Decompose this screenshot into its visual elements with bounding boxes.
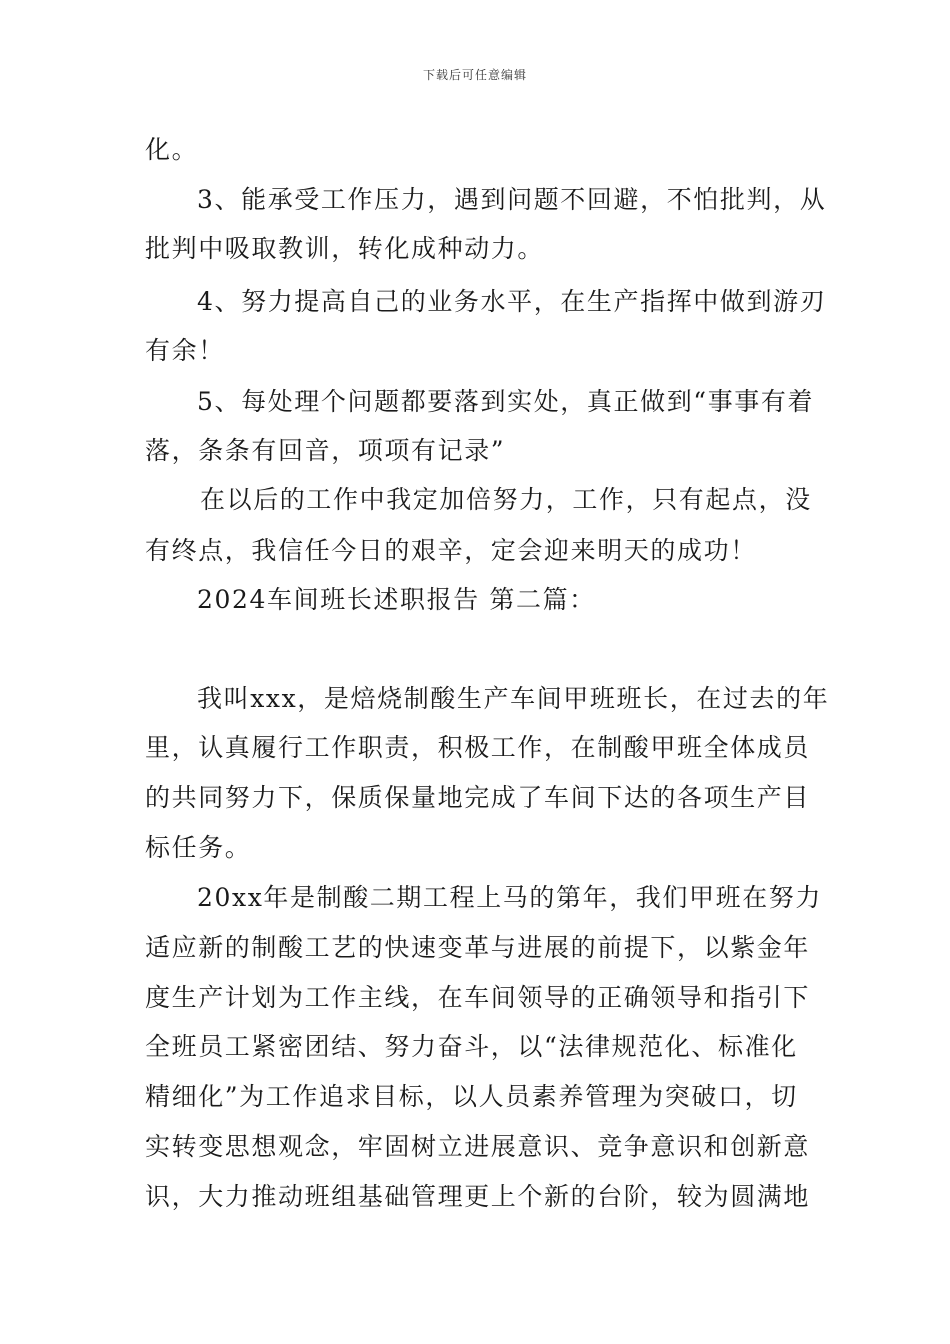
text-line: 有终点，我信任今日的艰辛，定会迎来明天的成功！ [145,536,757,565]
text-line: 的共同努力下，保质保量地完成了车间下达的各项生产目 [145,783,811,812]
text-line: 4、努力提高自己的业务水平，在生产指挥中做到游刃 [197,287,827,316]
text-line: 全班员工紧密团结、努力奋斗，以“法律规范化、标准化 [145,1032,798,1061]
text-line: 我叫xxx，是焙烧制酸生产车间甲班班长，在过去的年 [197,684,830,713]
text-line: 批判中吸取教训，转化成种动力。 [145,234,545,263]
text-line: 落，条条有回音，项项有记录” [145,436,506,465]
text-line: 5、每处理个问题都要落到实处，真正做到“事事有着 [197,387,815,416]
text-line: 精细化”为工作追求目标，以人员素养管理为突破口，切 [145,1082,798,1111]
text-line: 标任务。 [145,833,252,862]
section-heading: 2024车间班长述职报告 第二篇： [197,585,596,614]
text-line: 有余！ [145,336,225,365]
text-line: 3、能承受工作压力，遇到问题不回避，不怕批判，从 [197,185,827,214]
text-line: 识，大力推动班组基础管理更上个新的台阶，较为圆满地 [145,1182,811,1211]
page-header: 下载后可任意编辑 [422,68,527,82]
text-line: 适应新的制酸工艺的快速变革与进展的前提下，以紫金年 [145,933,811,962]
text-line: 在以后的工作中我定加倍努力，工作，只有起点，没 [200,485,812,514]
text-line: 20xx年是制酸二期工程上马的第年，我们甲班在努力 [197,883,823,912]
text-line: 实转变思想观念，牢固树立进展意识、竞争意识和创新意 [145,1132,811,1161]
text-line: 度生产计划为工作主线，在车间领导的正确领导和指引下 [145,983,811,1012]
text-line: 里，认真履行工作职责，积极工作，在制酸甲班全体成员 [145,733,811,762]
text-line: 化。 [145,135,199,164]
